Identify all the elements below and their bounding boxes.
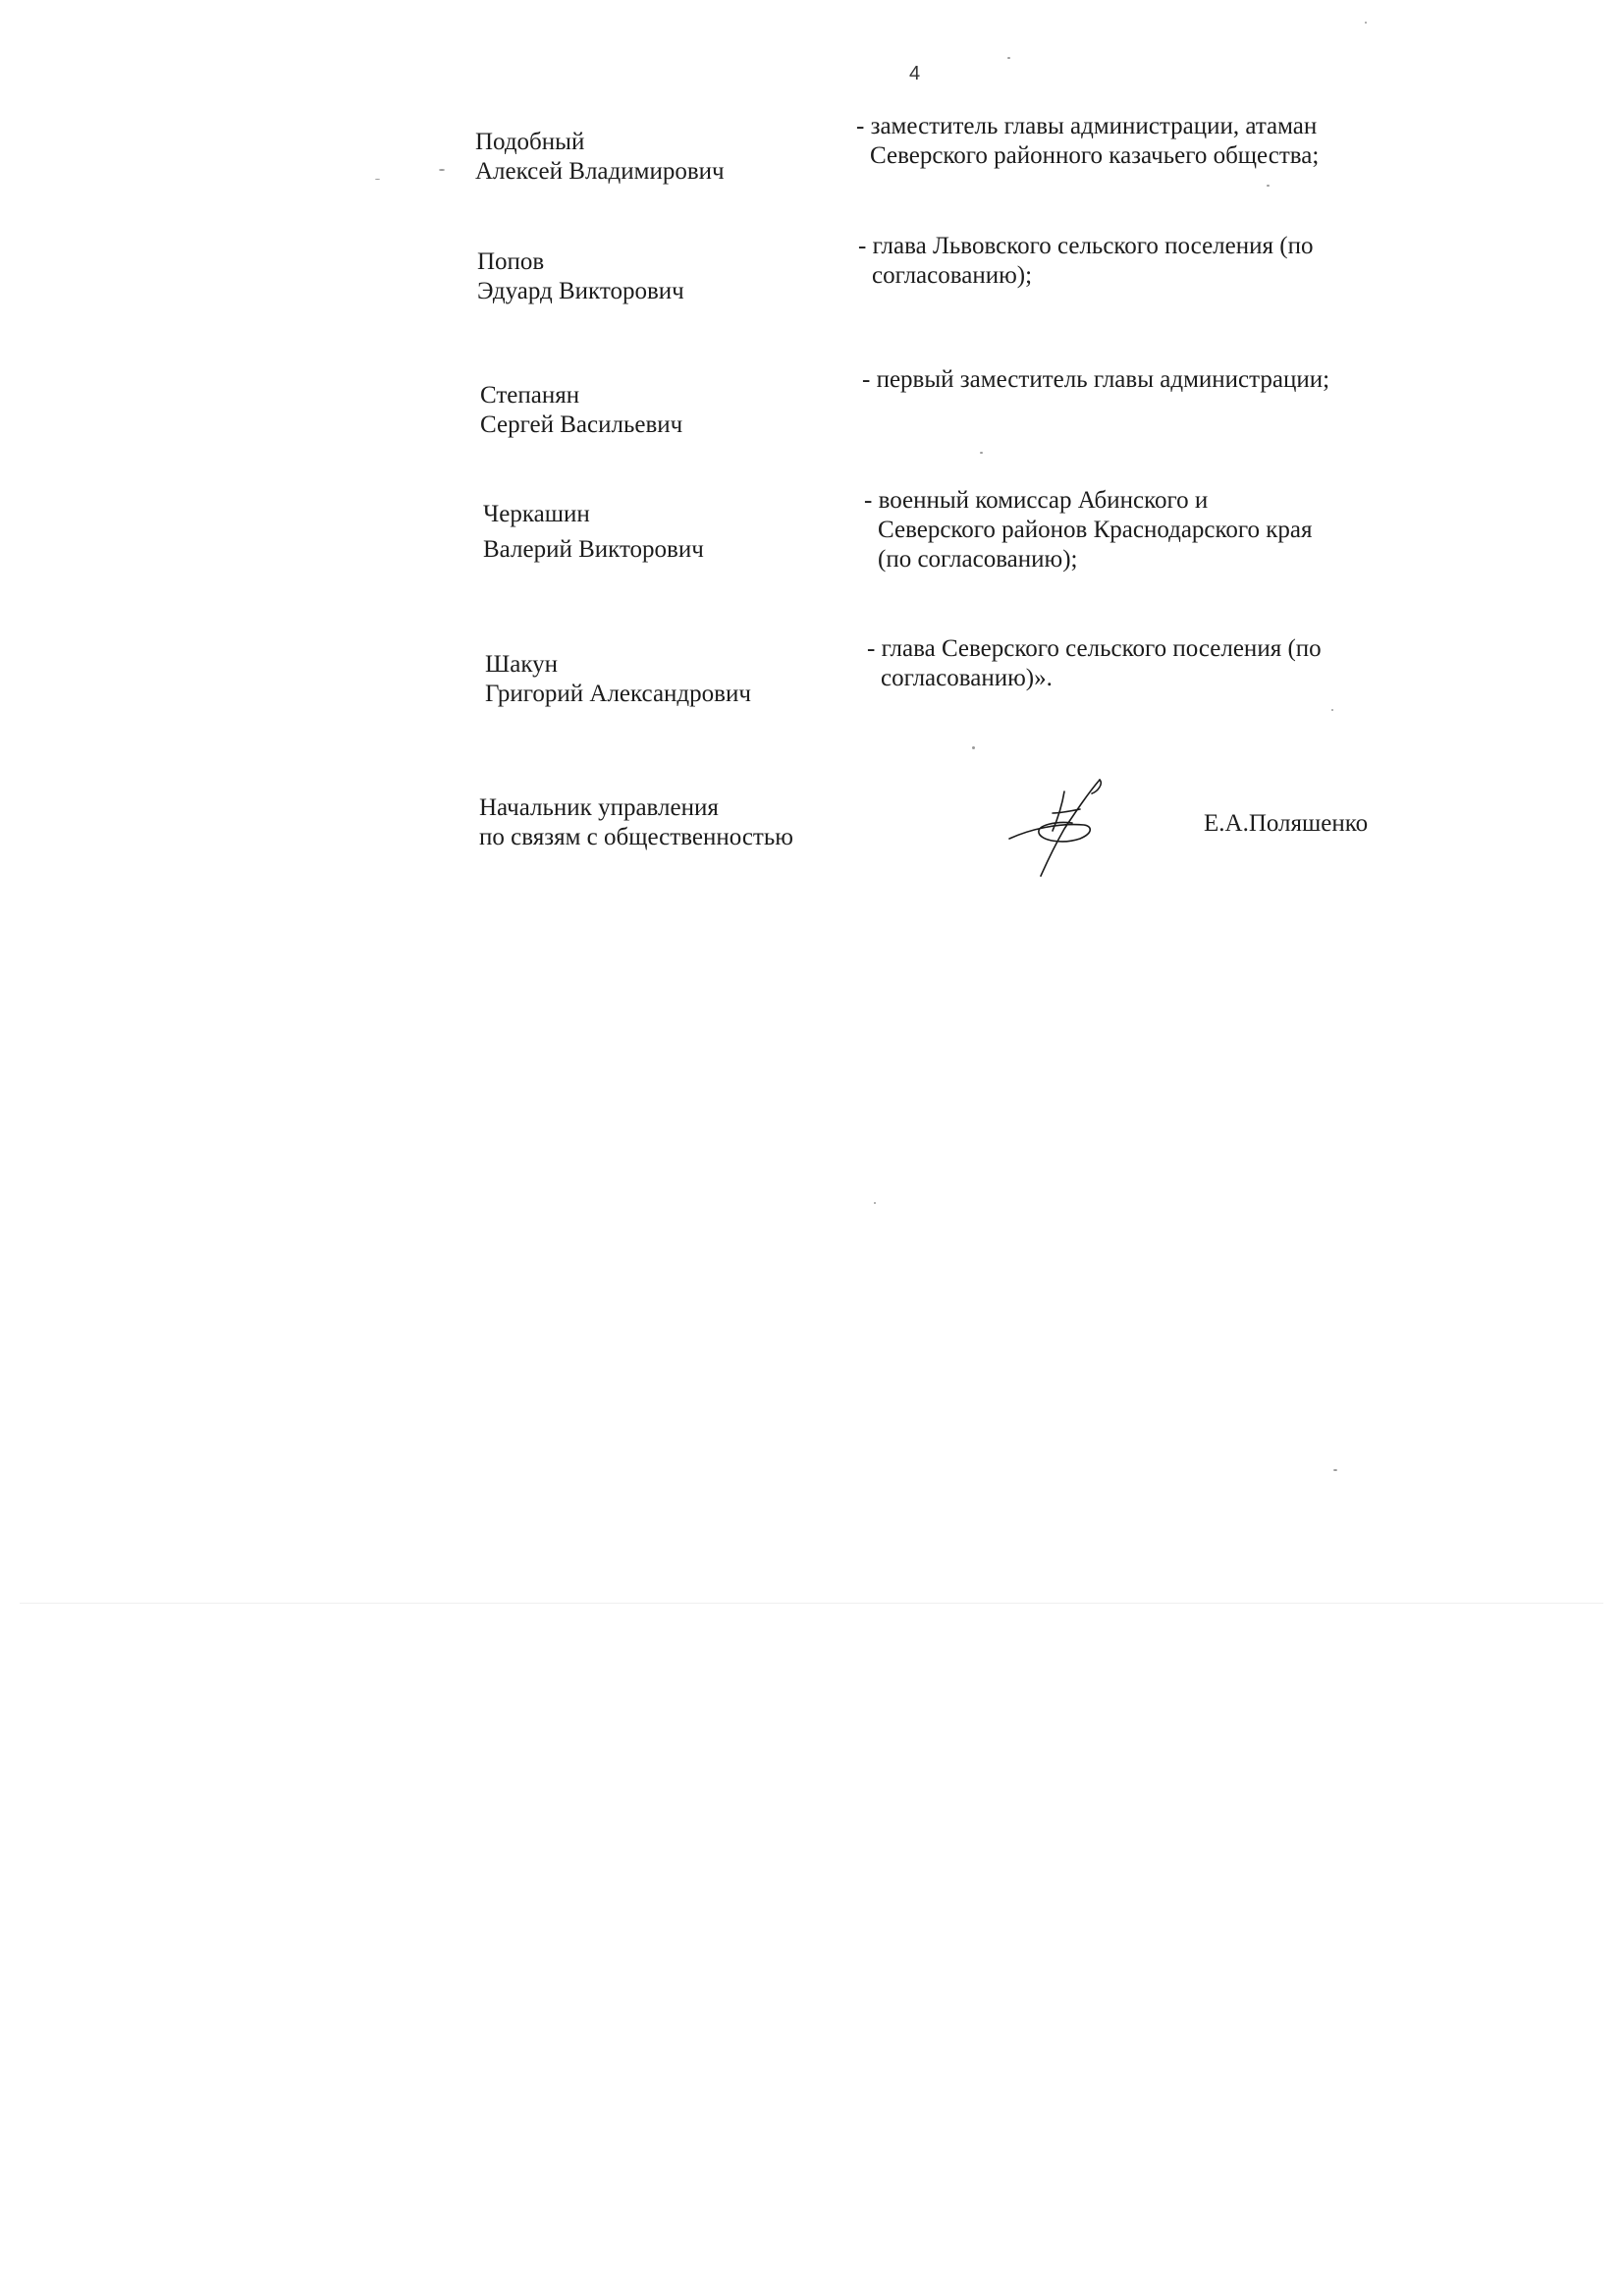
member-role xyxy=(856,112,1319,171)
member-name xyxy=(477,247,684,306)
member-role xyxy=(864,486,1313,574)
page-number: 4 xyxy=(909,63,921,84)
scan-speck xyxy=(1331,709,1333,711)
member-role-line: - глава Северского сельского поселения (по xyxy=(867,635,1322,662)
signatory-title-line: по связям с общественностью xyxy=(479,824,793,850)
member-role xyxy=(867,634,1322,693)
member-given-name: Эдуард Викторович xyxy=(477,278,684,304)
member-name xyxy=(483,500,704,565)
member-given-name: Григорий Александрович xyxy=(485,681,751,707)
scan-speck xyxy=(1267,185,1270,187)
scan-speck xyxy=(1333,1469,1337,1471)
member-name xyxy=(485,650,751,709)
member-role xyxy=(858,232,1313,291)
member-role-line: Северского районов Краснодарского края xyxy=(878,517,1313,543)
signatory-title xyxy=(479,793,793,852)
scan-speck xyxy=(1007,57,1010,59)
member-name xyxy=(480,381,682,440)
scan-fold-line xyxy=(20,1603,1603,1604)
signatory-name: Е.А.Поляшенко xyxy=(1204,810,1369,837)
scan-speck xyxy=(972,746,975,749)
member-role-line: (по согласованию); xyxy=(878,546,1078,573)
member-role xyxy=(862,365,1329,395)
member-role-line: - заместитель главы администрации, атаман xyxy=(856,113,1318,139)
scan-speck xyxy=(980,452,983,454)
member-given-name: Сергей Васильевич xyxy=(480,411,683,438)
member-name xyxy=(475,128,725,187)
member-role-line: - глава Львовского сельского поселения (по xyxy=(858,233,1314,259)
member-role-line: - первый заместитель главы администрации; xyxy=(862,366,1330,393)
signatory-title-line: Начальник управления xyxy=(479,794,719,821)
member-given-name: Валерий Викторович xyxy=(483,536,704,563)
handwritten-signature xyxy=(1001,774,1119,882)
member-role-line: согласованию); xyxy=(872,262,1033,289)
member-surname: Степанян xyxy=(480,382,580,409)
member-surname: Попов xyxy=(477,248,545,275)
member-role-line: - военный комиссар Абинского и xyxy=(864,487,1209,514)
scan-speck xyxy=(874,1202,876,1204)
scan-speck xyxy=(439,169,445,171)
member-surname: Шакун xyxy=(485,651,558,678)
member-given-name: Алексей Владимирович xyxy=(475,158,725,185)
scan-speck xyxy=(1365,22,1367,24)
member-role-line: Северского районного казачьего общества; xyxy=(870,142,1320,169)
member-role-line: согласованию)». xyxy=(881,665,1053,691)
member-surname: Подобный xyxy=(475,129,585,155)
member-surname: Черкашин xyxy=(483,501,590,527)
scan-speck xyxy=(375,179,380,180)
